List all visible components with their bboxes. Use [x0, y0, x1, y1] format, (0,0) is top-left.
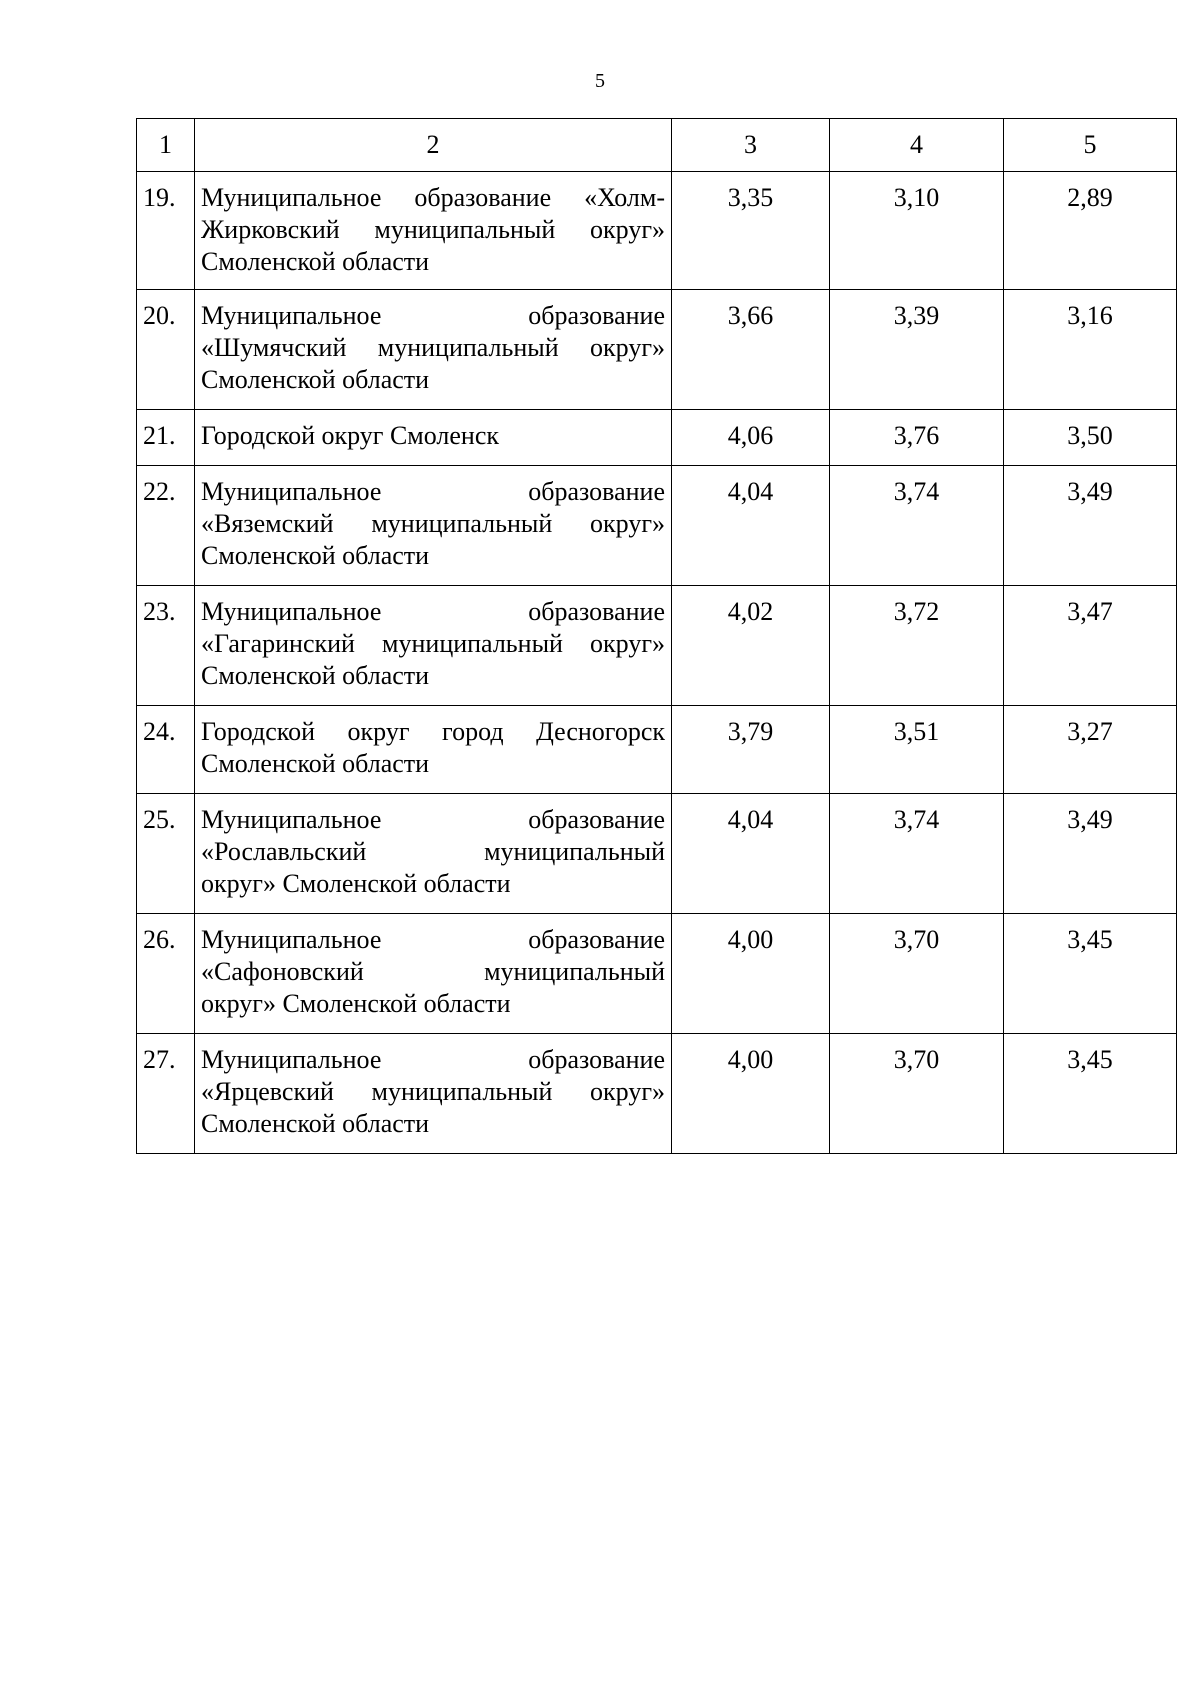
- municipality-name-line: Муниципальное образование: [201, 1045, 665, 1074]
- municipality-name-line: Смоленской области: [201, 661, 430, 690]
- municipality-name: [195, 706, 672, 794]
- value-col-3: 3,79: [672, 706, 830, 794]
- value-col-4: 3,10: [830, 172, 1004, 290]
- table-row: [137, 706, 1177, 794]
- municipality-name-line: «Рославльский муниципальный: [201, 837, 665, 866]
- municipality-name-line: Муниципальное образование: [201, 925, 665, 954]
- value-col-4: 3,51: [830, 706, 1004, 794]
- municipality-name-line: Смоленской области: [201, 247, 430, 276]
- row-number: 24.: [137, 706, 195, 794]
- value-col-3: 3,66: [672, 290, 830, 410]
- value-col-4: 3,74: [830, 794, 1004, 914]
- row-number: 22.: [137, 466, 195, 586]
- value-col-5: 3,49: [1004, 794, 1177, 914]
- value-col-4: 3,70: [830, 1034, 1004, 1154]
- municipality-name: [195, 290, 672, 410]
- municipality-name-line: Муниципальное образование: [201, 597, 665, 626]
- municipality-name: [195, 794, 672, 914]
- municipality-name-line: Городской округ Смоленск: [201, 421, 499, 450]
- value-col-4: 3,76: [830, 410, 1004, 466]
- value-col-3: 4,04: [672, 794, 830, 914]
- value-col-5: 2,89: [1004, 172, 1177, 290]
- value-col-4: 3,72: [830, 586, 1004, 706]
- table-row: [137, 290, 1177, 410]
- value-col-3: 4,04: [672, 466, 830, 586]
- municipality-name: [195, 914, 672, 1034]
- municipality-name: [195, 1034, 672, 1154]
- municipality-name-line: Смоленской области: [201, 541, 430, 570]
- municipality-name: [195, 586, 672, 706]
- value-col-4: 3,70: [830, 914, 1004, 1034]
- municipality-name-line: Муниципальное образование «Холм-: [201, 183, 665, 212]
- municipality-name: [195, 172, 672, 290]
- municipality-name-line: Муниципальное образование: [201, 477, 665, 506]
- header-col-2: 2: [195, 119, 672, 172]
- value-col-5: 3,27: [1004, 706, 1177, 794]
- value-col-4: 3,39: [830, 290, 1004, 410]
- value-col-5: 3,49: [1004, 466, 1177, 586]
- table-row: [137, 410, 1177, 466]
- row-number: 25.: [137, 794, 195, 914]
- value-col-5: 3,16: [1004, 290, 1177, 410]
- municipality-name-line: Жирковский муниципальный округ»: [201, 215, 665, 244]
- row-number: 20.: [137, 290, 195, 410]
- table-row: [137, 466, 1177, 586]
- municipality-name: [195, 410, 672, 466]
- header-col-5: 5: [1004, 119, 1177, 172]
- header-col-1: 1: [137, 119, 195, 172]
- table-row: [137, 914, 1177, 1034]
- municipality-name-line: Смоленской области: [201, 1109, 430, 1138]
- row-number: 23.: [137, 586, 195, 706]
- table-row: [137, 794, 1177, 914]
- row-number: 21.: [137, 410, 195, 466]
- value-col-5: 3,45: [1004, 914, 1177, 1034]
- table-body: [137, 172, 1177, 1154]
- table-row: [137, 1034, 1177, 1154]
- row-number: 26.: [137, 914, 195, 1034]
- value-col-3: 4,02: [672, 586, 830, 706]
- value-col-3: 4,00: [672, 914, 830, 1034]
- municipality-name-line: «Вяземский муниципальный округ»: [201, 509, 665, 538]
- value-col-3: 4,00: [672, 1034, 830, 1154]
- municipality-name: [195, 466, 672, 586]
- data-table: [136, 118, 1177, 1154]
- municipality-name-line: округ» Смоленской области: [201, 989, 511, 1018]
- table-row: [137, 172, 1177, 290]
- municipality-name-line: «Гагаринский муниципальный округ»: [201, 629, 665, 658]
- municipality-name-line: Городской округ город Десногорск: [201, 717, 665, 746]
- municipality-name-line: Муниципальное образование: [201, 805, 665, 834]
- table-header-row: [137, 119, 1177, 172]
- municipality-name-line: Смоленской области: [201, 365, 430, 394]
- municipality-name-line: Смоленской области: [201, 749, 430, 778]
- value-col-4: 3,74: [830, 466, 1004, 586]
- municipality-name-line: «Сафоновский муниципальный: [201, 957, 665, 986]
- municipality-name-line: Муниципальное образование: [201, 301, 665, 330]
- row-number: 27.: [137, 1034, 195, 1154]
- value-col-3: 3,35: [672, 172, 830, 290]
- municipality-name-line: «Ярцевский муниципальный округ»: [201, 1077, 665, 1106]
- table-row: [137, 586, 1177, 706]
- header-col-4: 4: [830, 119, 1004, 172]
- value-col-5: 3,47: [1004, 586, 1177, 706]
- value-col-3: 4,06: [672, 410, 830, 466]
- header-col-3: 3: [672, 119, 830, 172]
- row-number: 19.: [137, 172, 195, 290]
- value-col-5: 3,50: [1004, 410, 1177, 466]
- municipality-name-line: округ» Смоленской области: [201, 869, 511, 898]
- municipality-name-line: «Шумячский муниципальный округ»: [201, 333, 665, 362]
- value-col-5: 3,45: [1004, 1034, 1177, 1154]
- page-number: 5: [595, 70, 605, 92]
